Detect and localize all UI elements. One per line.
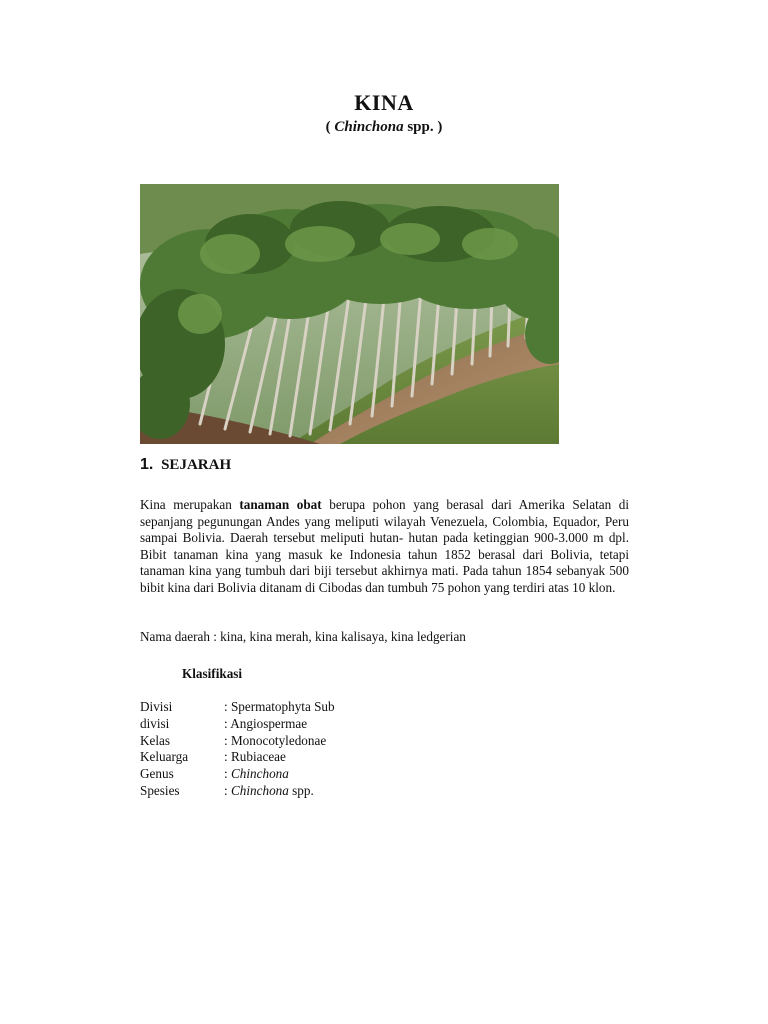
klasifikasi-value-text: : bbox=[224, 766, 231, 782]
klasifikasi-value-text: : bbox=[224, 782, 231, 798]
sejarah-paragraph bbox=[140, 497, 629, 597]
klasifikasi-key: Divisi bbox=[140, 699, 173, 714]
klasifikasi-value-text: : Monocotyledonae bbox=[224, 732, 327, 748]
section-heading-sejarah bbox=[140, 456, 231, 474]
klasifikasi-value bbox=[224, 766, 289, 783]
para-part1: Kina merupakan bbox=[140, 497, 240, 512]
klasifikasi-value-text: : Spermatophyta Sub bbox=[224, 699, 335, 714]
klasifikasi-value-rest: spp. bbox=[288, 782, 314, 798]
document-title: KINA bbox=[354, 90, 414, 115]
klasifikasi-value bbox=[224, 783, 314, 800]
klasifikasi-key: Keluarga bbox=[140, 749, 189, 765]
klasifikasi-row bbox=[140, 766, 335, 783]
klasifikasi-value bbox=[224, 733, 326, 750]
klasifikasi-table bbox=[140, 699, 335, 800]
subtitle-open: ( bbox=[325, 119, 335, 135]
klasifikasi-row bbox=[140, 749, 335, 766]
klasifikasi-value-text: : Rubiaceae bbox=[224, 749, 286, 765]
klasifikasi-heading: Klasifikasi bbox=[182, 666, 243, 681]
klasifikasi-value bbox=[224, 749, 286, 766]
subtitle-genus: Chinchona bbox=[334, 119, 404, 135]
klasifikasi-value-italic: Chinchona bbox=[230, 782, 289, 798]
klasifikasi-row bbox=[140, 699, 335, 716]
klasifikasi-key: Genus bbox=[140, 766, 174, 782]
klasifikasi-row bbox=[140, 716, 335, 733]
klasifikasi-key: Kelas bbox=[140, 732, 171, 748]
klasifikasi-value bbox=[224, 699, 335, 716]
klasifikasi-value-italic: Chinchona bbox=[230, 766, 289, 782]
subtitle-rest: spp. ) bbox=[403, 119, 443, 135]
document-subtitle bbox=[0, 119, 768, 136]
nama-daerah-line: Nama daerah : kina, kina merah, kina kalisaya, kina ledgerian bbox=[140, 629, 466, 644]
section-label: SEJARAH bbox=[161, 457, 232, 473]
klasifikasi-key: Spesies bbox=[140, 782, 180, 798]
klasifikasi-row bbox=[140, 733, 335, 750]
para-part2: berupa pohon yang berasal dari Amerika Selatan di sepanjang pegunungan Andes yang meliputi wilayah Venezuela, Colombia, Equador, Peru sampai Bolivia. Daerah tersebut meliputi hutan- hutan pada ketinggian 900-3.000 m dpl. Bibit tanaman kina yang masuk ke Indonesia tahun 1852 berasal dari Bolivia, tetapi tanaman kina yang tumbuh dari biji tersebut akhirnya mati. Pada tahun 1854 sebanyak 500 bibit kina dari Bolivia ditanam di Cibodas dan tumbuh 75 pohon yang terdiri atas 10 klon. bbox=[140, 497, 630, 595]
kina-tree-photo bbox=[140, 184, 559, 444]
klasifikasi-value-text: : Angiospermae bbox=[224, 715, 308, 731]
para-bold-term: tanaman obat bbox=[239, 497, 322, 512]
section-number: 1. bbox=[140, 456, 154, 473]
klasifikasi-row bbox=[140, 783, 335, 800]
klasifikasi-value bbox=[224, 716, 307, 733]
klasifikasi-key: divisi bbox=[140, 715, 170, 731]
